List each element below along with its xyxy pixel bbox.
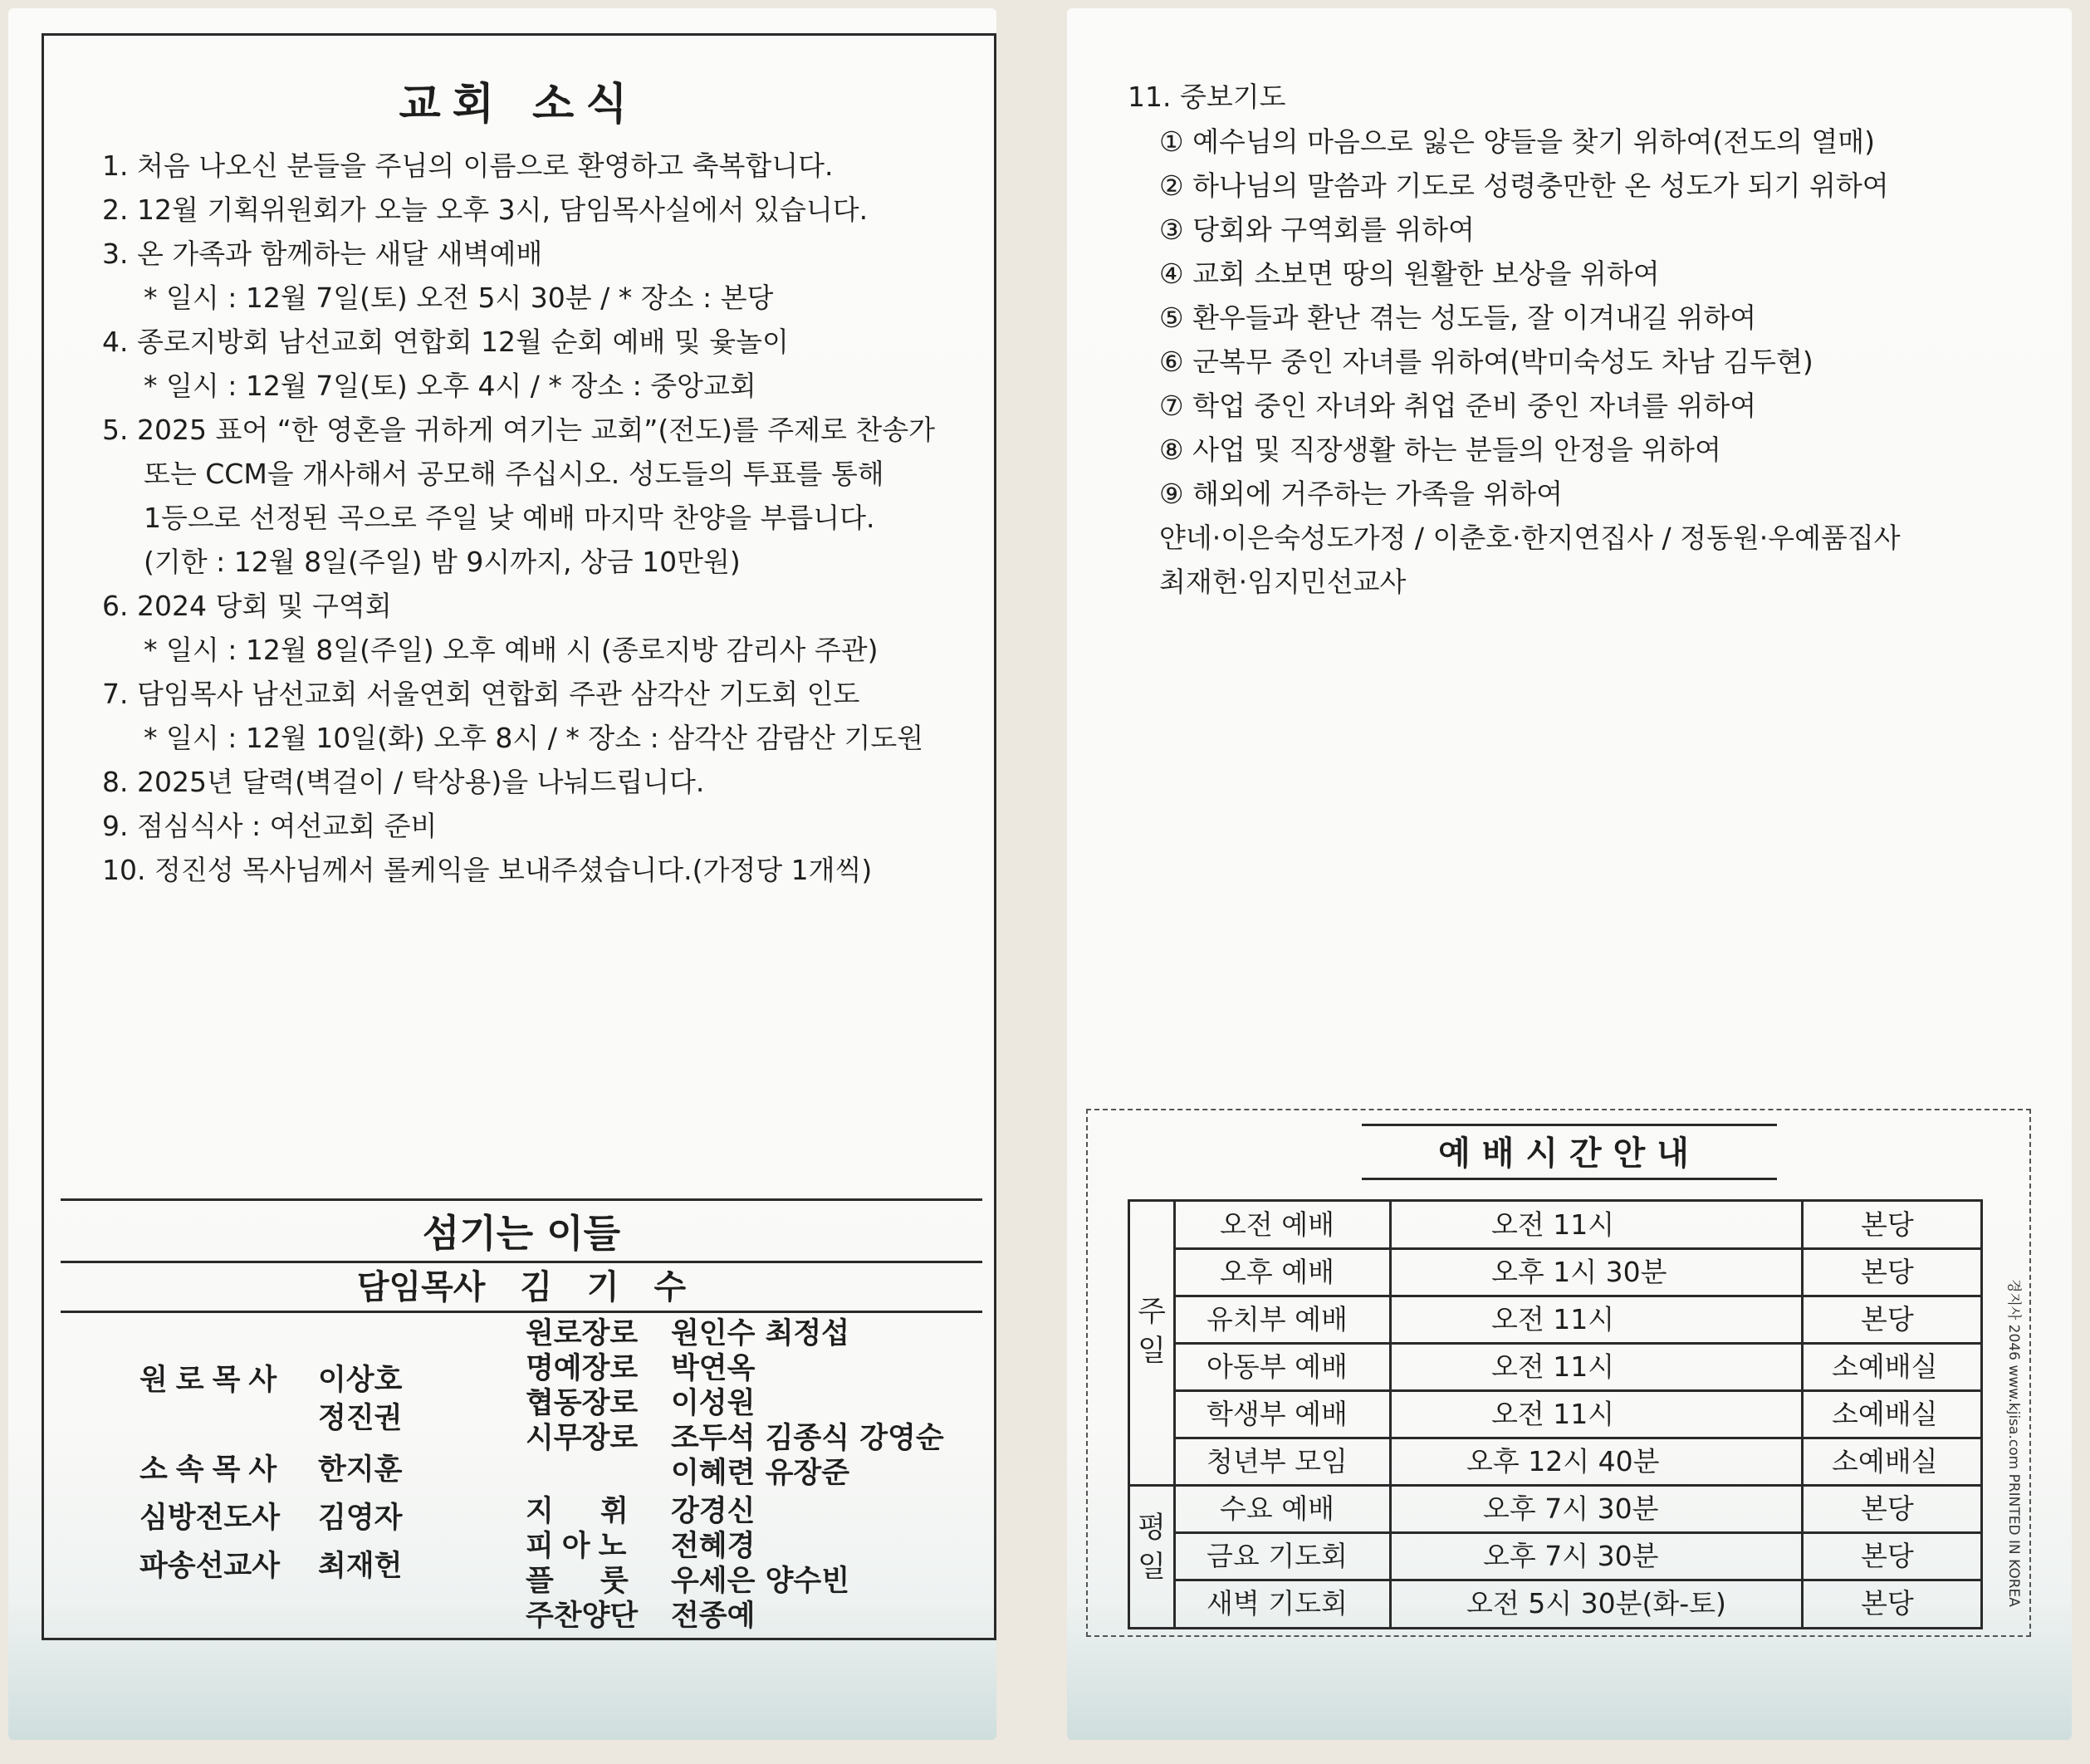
servant-name: 조두석 김종식 강영순 — [671, 1422, 944, 1455]
news-item: * 일시 : 12월 7일(토) 오후 4시 / * 장소 : 중앙교회 — [144, 370, 756, 402]
servant-name: 원인수 최정섭 — [671, 1317, 850, 1350]
prayer-families: 얀네·이은숙성도가정 / 이춘호·한지연집사 / 정동원·우예품집사 — [1159, 522, 1901, 554]
service-time: 오후 7시 30분 — [1483, 1492, 1659, 1525]
service-place: 본당 — [1861, 1492, 1914, 1525]
table-divider — [1389, 1202, 1392, 1627]
servant-role: 플 룻 — [526, 1565, 647, 1598]
servant-role: 소속목사 — [139, 1453, 286, 1487]
row-divider — [1173, 1389, 1980, 1392]
service-name: 유치부 예배 — [1207, 1303, 1348, 1335]
news-item: 5. 2025 표어 “한 영혼을 귀하게 여기는 교회”(전도)를 주제로 찬송가 — [102, 414, 936, 446]
service-name: 학생부 예배 — [1207, 1398, 1348, 1430]
row-divider — [1173, 1247, 1980, 1250]
prayer-item: ② 하나님의 말씀과 기도로 성령충만한 온 성도가 되기 위하여 — [1159, 169, 1889, 202]
servant-role: 지 휘 — [526, 1495, 647, 1528]
servant-role: 협동장로 — [526, 1387, 639, 1420]
prayer-item: ⑤ 환우들과 환난 겪는 성도들, 잘 이겨내길 위하여 — [1159, 301, 1757, 334]
news-item: 1등으로 선정된 곡으로 주일 낮 예배 마지막 찬양을 부릅니다. — [144, 502, 875, 534]
prayer-item: ⑥ 군복무 중인 자녀를 위하여(박미숙성도 차남 김두현) — [1159, 345, 1813, 378]
news-item: * 일시 : 12월 10일(화) 오후 8시 / * 장소 : 삼각산 감람산 기도원 — [144, 722, 924, 754]
printer-credit: 경지사 2046 www.kjisa.com PRINTED IN KOREA — [2005, 1279, 2022, 1607]
news-item: 1. 처음 나오신 분들을 주님의 이름으로 환영하고 축복합니다. — [102, 149, 834, 182]
service-time: 오전 11시 — [1491, 1350, 1615, 1383]
news-item: 2. 12월 기획위원회가 오늘 오후 3시, 담임목사실에서 있습니다. — [102, 194, 869, 226]
servant-name: 전혜경 — [671, 1530, 756, 1563]
prayer-item: ④ 교회 소보면 땅의 원활한 보상을 위하여 — [1159, 257, 1660, 290]
news-item: 4. 종로지방회 남선교회 연합회 12월 순회 예배 및 윷놀이 — [102, 326, 789, 358]
service-place: 본당 — [1861, 1587, 1914, 1619]
servant-name: 이상호 — [318, 1364, 403, 1397]
service-place: 본당 — [1861, 1540, 1914, 1572]
row-divider — [1173, 1531, 1980, 1534]
news-item: 8. 2025년 달력(벽걸이 / 탁상용)을 나눠드립니다. — [102, 766, 705, 798]
servant-role: 주찬양단 — [526, 1600, 639, 1633]
servant-role: 원로목사 — [139, 1364, 286, 1397]
servant-name: 박연옥 — [671, 1352, 756, 1385]
service-place: 소예배실 — [1832, 1445, 1938, 1477]
servant-name: 김영자 — [318, 1502, 403, 1535]
prayer-item: ⑦ 학업 중인 자녀와 취업 준비 중인 자녀를 위하여 — [1159, 390, 1757, 422]
group-label-sunday: 주 일 — [1138, 1296, 1166, 1369]
news-item: (기한 : 12월 8일(주일) 밤 9시까지, 상금 10만원) — [144, 546, 741, 578]
schedule-table — [1128, 1199, 1983, 1629]
service-name: 청년부 모임 — [1207, 1445, 1348, 1477]
service-name: 금요 기도회 — [1207, 1540, 1348, 1572]
service-name: 오후 예배 — [1220, 1256, 1335, 1288]
servant-name: 이성원 — [671, 1387, 756, 1420]
service-place: 소예배실 — [1832, 1398, 1938, 1430]
table-divider — [1801, 1202, 1804, 1627]
schedule-title: 예배시간안내 — [1362, 1124, 1777, 1180]
row-divider — [1173, 1437, 1980, 1439]
service-time: 오전 11시 — [1491, 1303, 1615, 1335]
service-time: 오전 11시 — [1491, 1208, 1615, 1241]
news-item: 6. 2024 당회 및 구역회 — [102, 590, 392, 622]
servant-name: 최재헌 — [318, 1550, 403, 1583]
service-place: 본당 — [1861, 1256, 1914, 1288]
service-place: 본당 — [1861, 1303, 1914, 1335]
news-title: 교회 소식 — [399, 80, 639, 130]
news-item: 9. 점심식사 : 여선교회 준비 — [102, 810, 438, 842]
prayer-item: ③ 당회와 구역회를 위하여 — [1159, 213, 1475, 246]
news-item: * 일시 : 12월 7일(토) 오전 5시 30분 / * 장소 : 본당 — [144, 282, 774, 314]
service-place: 소예배실 — [1832, 1350, 1938, 1383]
prayer-families: 최재헌·임지민선교사 — [1159, 566, 1407, 598]
prayer-item: ⑨ 해외에 거주하는 가족을 위하여 — [1159, 478, 1563, 510]
service-place: 본당 — [1861, 1208, 1914, 1241]
service-name: 새벽 기도회 — [1207, 1587, 1348, 1619]
servant-name: 전종예 — [671, 1600, 756, 1633]
servant-name: 이혜련 유장준 — [671, 1457, 850, 1490]
table-divider — [1173, 1202, 1176, 1627]
servant-role: 명예장로 — [526, 1352, 639, 1385]
servant-name: 강경신 — [671, 1495, 756, 1528]
servant-role: 피아노 — [526, 1530, 635, 1563]
news-item: 7. 담임목사 남선교회 서울연회 연합회 주관 삼각산 기도회 인도 — [102, 678, 860, 710]
servant-role: 시무장로 — [526, 1422, 639, 1455]
service-name: 아동부 예배 — [1207, 1350, 1348, 1383]
servant-role: 원로장로 — [526, 1317, 639, 1350]
row-divider — [1173, 1579, 1980, 1581]
service-time: 오전 5시 30분(화-토) — [1466, 1587, 1726, 1619]
servant-role: 파송선교사 — [139, 1550, 281, 1583]
news-item: * 일시 : 12월 8일(주일) 오후 예배 시 (종로지방 감리사 주관) — [144, 634, 879, 666]
service-time: 오전 11시 — [1491, 1398, 1615, 1430]
service-time: 오후 7시 30분 — [1483, 1540, 1659, 1572]
church-news-box — [42, 33, 996, 1640]
news-item: 3. 온 가족과 함께하는 새달 새벽예배 — [102, 238, 543, 270]
service-name: 수요 예배 — [1220, 1492, 1335, 1525]
row-divider — [1173, 1342, 1980, 1345]
service-time: 오후 12시 40분 — [1466, 1445, 1660, 1477]
prayer-item: ① 예수님의 마음으로 잃은 양들을 찾기 위하여(전도의 열매) — [1159, 125, 1875, 158]
group-divider — [1130, 1484, 1980, 1487]
servant-name: 우세은 양수빈 — [671, 1565, 850, 1598]
service-time: 오후 1시 30분 — [1491, 1256, 1667, 1288]
servant-name: 정진권 — [318, 1402, 403, 1435]
servants-title: 섬기는 이들 — [61, 1198, 982, 1263]
service-name: 오전 예배 — [1220, 1208, 1335, 1241]
prayer-title: 11. 중보기도 — [1128, 81, 1286, 113]
prayer-item: ⑧ 사업 및 직장생활 하는 분들의 안정을 위하여 — [1159, 434, 1721, 466]
news-item: 10. 정진성 목사님께서 롤케익을 보내주셨습니다.(가정당 1개씩) — [102, 854, 873, 886]
group-label-weekday: 평 일 — [1138, 1512, 1166, 1585]
servant-name: 한지훈 — [318, 1453, 403, 1487]
servant-role: 심방전도사 — [139, 1502, 281, 1535]
row-divider — [1173, 1295, 1980, 1297]
senior-pastor: 담임목사 김 기 수 — [61, 1263, 982, 1313]
news-item: 또는 CCM을 개사해서 공모해 주십시오. 성도들의 투표를 통해 — [144, 458, 884, 490]
